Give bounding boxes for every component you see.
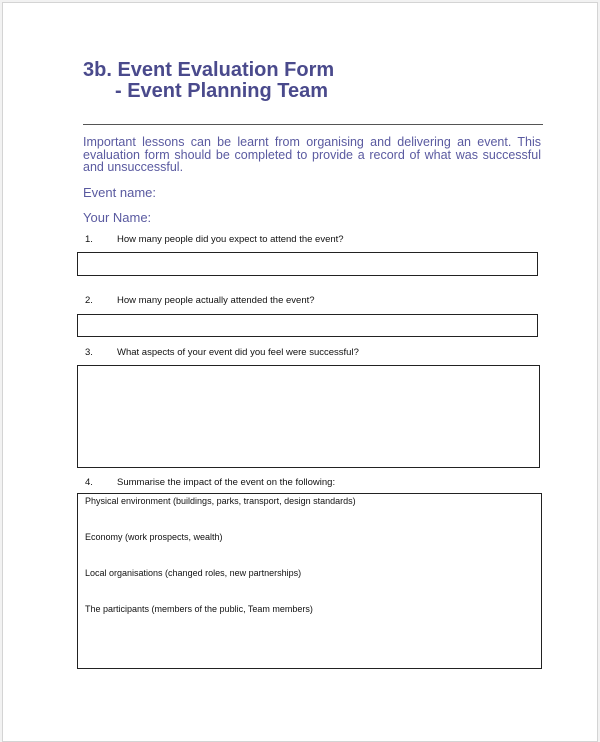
question-2-number: 2.: [85, 295, 93, 306]
question-3-number: 3.: [85, 347, 93, 358]
question-4-answer-box[interactable]: [77, 493, 542, 669]
title-divider: [83, 124, 543, 125]
document-page: [2, 2, 598, 742]
question-1-answer-box[interactable]: [77, 252, 538, 276]
question-3-answer-box[interactable]: [77, 365, 540, 468]
form-title: 3b. Event Evaluation Form: [83, 59, 335, 81]
question-3-text: What aspects of your event did you feel were successful?: [117, 347, 359, 358]
impact-item-participants: The participants (members of the public, Team members): [85, 604, 313, 614]
event-name-label: Event name:: [83, 185, 156, 200]
question-1-number: 1.: [85, 234, 93, 245]
your-name-label: Your Name:: [83, 210, 152, 225]
impact-item-economy: Economy (work prospects, wealth): [85, 532, 223, 542]
question-1-text: How many people did you expect to attend the event?: [117, 234, 344, 245]
impact-item-physical-environment: Physical environment (buildings, parks, transport, design standards): [85, 496, 356, 506]
question-4-number: 4.: [85, 477, 93, 488]
question-4-text: Summarise the impact of the event on the following:: [117, 477, 336, 488]
question-2-text: How many people actually attended the event?: [117, 295, 315, 306]
intro-paragraph: Important lessons can be learnt from organising and delivering an event. This evaluation form should be completed to provide a record of what was successful and unsuccessful.: [83, 135, 541, 174]
form-subtitle: - Event Planning Team: [115, 80, 328, 102]
question-2-answer-box[interactable]: [77, 314, 538, 337]
impact-item-local-organisations: Local organisations (changed roles, new partnerships): [85, 568, 302, 578]
